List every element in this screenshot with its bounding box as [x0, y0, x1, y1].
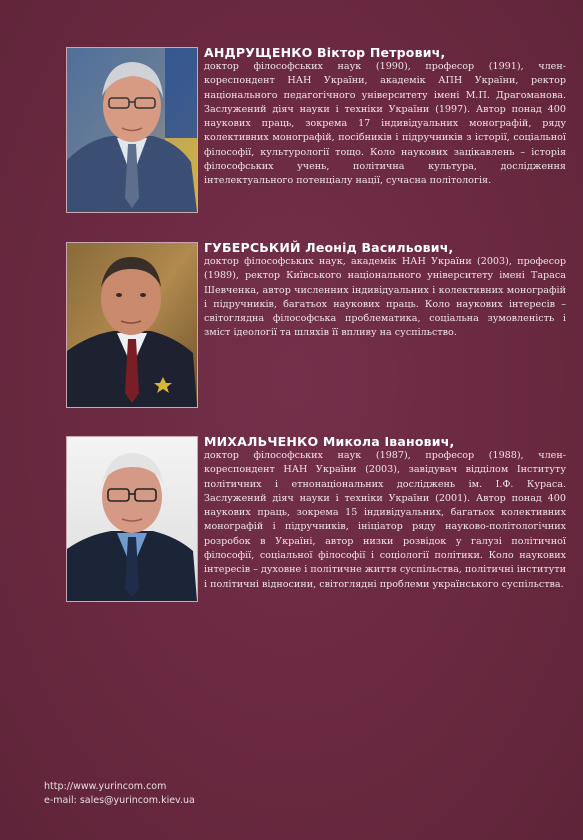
- portrait-photo-mykhalchenko: [66, 436, 198, 602]
- person-name: АНДРУЩЕНКО Віктор Петрович,: [204, 45, 446, 60]
- publisher-contacts: [44, 780, 195, 808]
- bio-description: доктор філософських наук (1990), професор (1991), член-кореспондент НАН України, академік АПН України, ректор національного педагогічного університету імені М.П. Драгоманова. Заслужений діяч науки і техніки України (1997). Автор понад 400 наукових праць, зокрема 17 індивідуальних монографій, ряду колективних монографій, посібників і підручників з історії, соціальної філософії, культурології тощо. Коло наукових зацікавлень – історія філософських учень, політична культура, дослідження інтелектуального потенціалу нації, сучасна політологія.: [204, 61, 566, 187]
- bio-hubersky: [66, 242, 566, 412]
- bio-description: доктор філософських наук, академік НАН України (2003), професор (1989), ректор Київського національного університету імені Тараса Шевченка, автор численних індивідуальних і колективних монографій і підручників, багатьох наукових праць. Коло наукових інтересів – світоглядна філософська проблематика, соціальна зумовленість і зміст ідеології та шляхів її впливу на суспільство.: [204, 256, 566, 339]
- bio-description: доктор філософських наук (1987), професор (1988), член-кореспондент НАН України (2003), завідувач відділом Інституту політичних і етнонаціональних досліджень ім. І.Ф. Кураса. Заслужений діяч науки і техніки України (2001). Автор понад 400 наукових праць, зокрема 15 індивідуальних, багатьох колективних монографій і підручників, ініціатор ряду науково-політологічних розробок в Україні, автор низки розвідок у галузі політичної філософії, соціальної філософії і соціології політики. Коло наукових інтересів – духовне і політичне життя суспільства, політичні інститути і політичні відносини, світоглядні проблеми українського суспільства.: [204, 450, 566, 590]
- bio-mykhalchenko: [66, 436, 566, 606]
- bio-text-mykhalchenko: [204, 434, 566, 592]
- website-link[interactable]: http://www.yurincom.com: [44, 781, 167, 792]
- bio-andrushchenko: [66, 47, 566, 217]
- bio-text-andrushchenko: [204, 45, 566, 189]
- bio-text-hubersky: [204, 240, 566, 341]
- portrait-photo-hubersky: [66, 242, 198, 408]
- person-name: ГУБЕРСЬКИЙ Леонід Васильович,: [204, 240, 454, 255]
- person-name: МИХАЛЬЧЕНКО Микола Іванович,: [204, 434, 455, 449]
- portrait-photo-andrushchenko: [66, 47, 198, 213]
- email-link[interactable]: e-mail: sales@yurincom.kiev.ua: [44, 795, 195, 806]
